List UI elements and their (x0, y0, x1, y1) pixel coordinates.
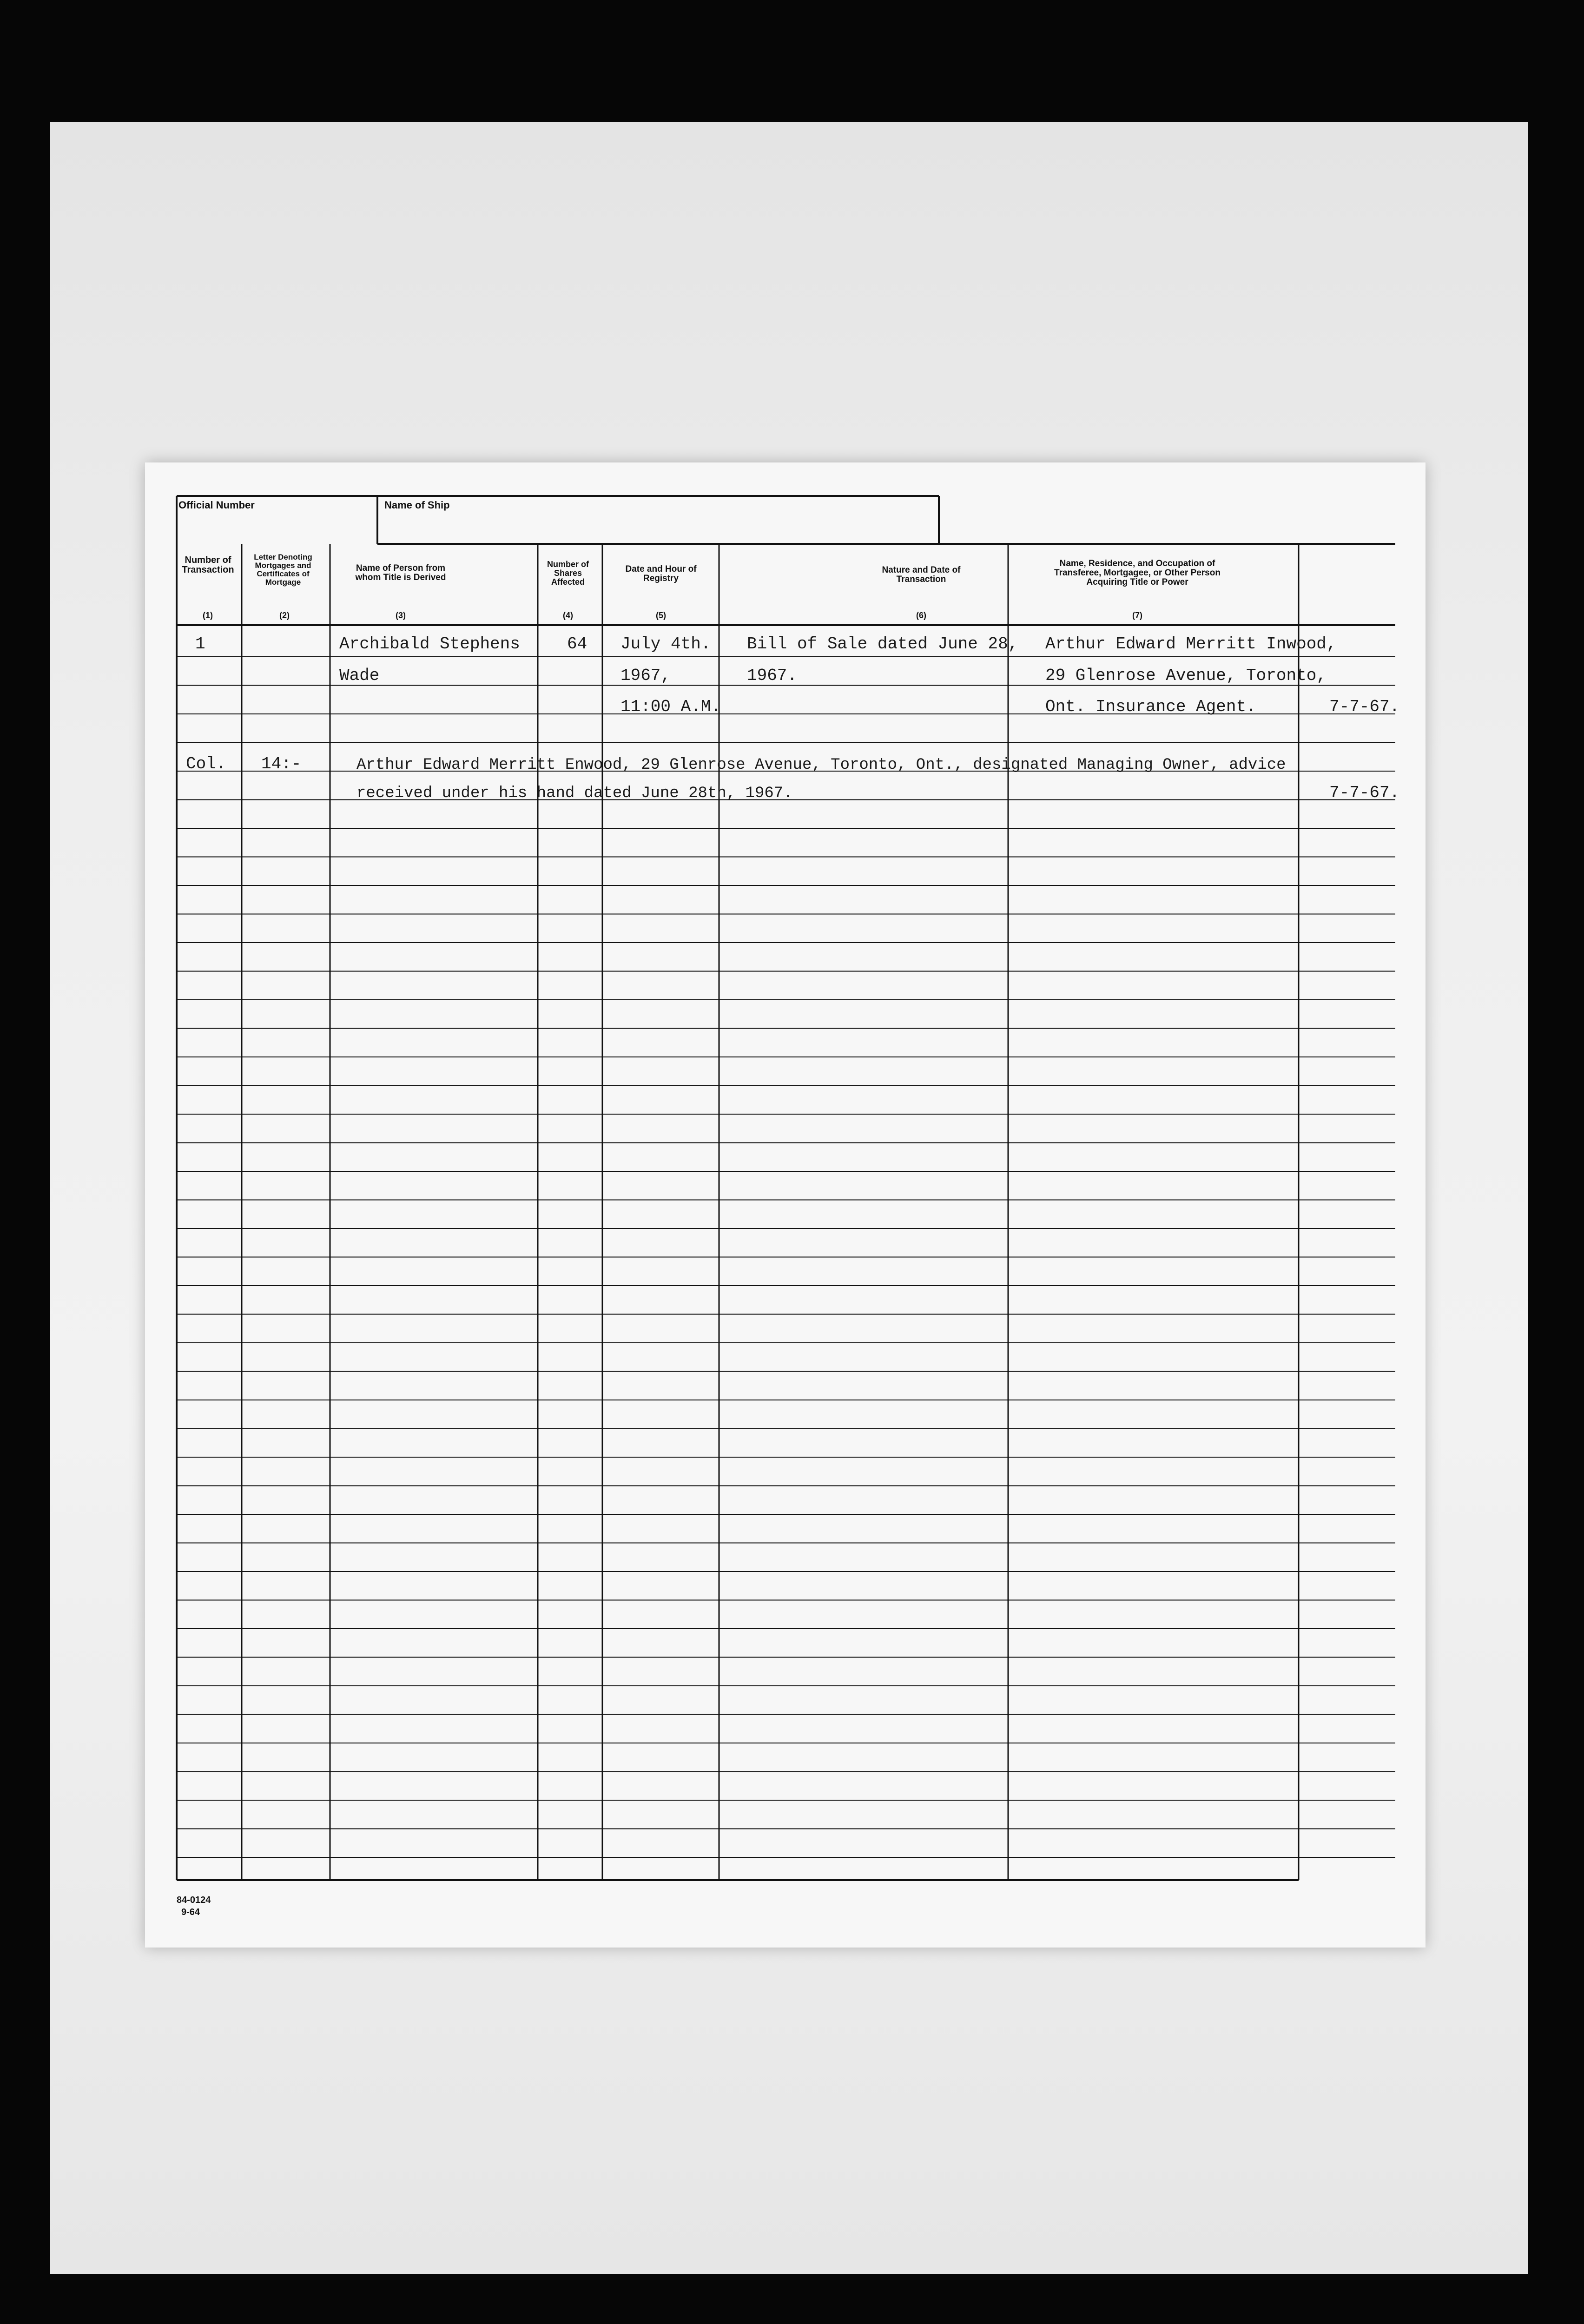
form-code: 84-0124 (177, 1895, 211, 1905)
registry-line3: 11:00 A.M. (620, 697, 721, 716)
column-number-4: (4) (563, 611, 573, 620)
nature-line2: 1967. (747, 666, 798, 685)
transferee-line3: Ont. Insurance Agent. (1045, 697, 1256, 716)
transaction-number: 1 (195, 634, 205, 654)
note-line1: Arthur Edward Merritt Enwood, 29 Glenrose Avenue, Toronto, Ont., designated Managing Owner, advice (356, 756, 1286, 774)
column-header-4: Number of Shares Affected (547, 560, 589, 587)
column-header-5: Date and Hour of Registry (625, 564, 697, 583)
column-number-2: (2) (279, 611, 290, 620)
column-number-7: (7) (1132, 611, 1142, 620)
official-number-label: Official Number (178, 499, 255, 511)
transferee-line2: 29 Glenrose Avenue, Toronto, (1045, 666, 1327, 685)
col-number: 14:- (261, 754, 302, 773)
form-grid (145, 462, 1426, 1948)
column-number-5: (5) (656, 611, 666, 620)
from-name-line1: Archibald Stephens (339, 634, 520, 654)
column-header-6: Nature and Date of Transaction (882, 565, 961, 584)
column-header-1: Number of Transaction (182, 555, 234, 575)
col-label: Col. (186, 754, 226, 773)
nature-line1: Bill of Sale dated June 28, (747, 634, 1018, 654)
registry-line2: 1967, (620, 666, 671, 685)
column-header-7: Name, Residence, and Occupation of Transferee, Mortgagee, or Other Person Acquiring Title or Power (1054, 559, 1221, 587)
note-line2: received under his hand dated June 28th, 1967. (356, 785, 793, 802)
from-name-line2: Wade (339, 666, 380, 685)
column-number-1: (1) (203, 611, 213, 620)
column-number-3: (3) (396, 611, 406, 620)
ship-register-form (145, 462, 1426, 1948)
column-header-2: Letter Denoting Mortgages and Certificates of Mortgage (254, 553, 312, 587)
transferee-line1: Arthur Edward Merritt Inwood, (1045, 634, 1337, 654)
shares-affected: 64 (567, 634, 587, 654)
form-date: 9-64 (181, 1907, 200, 1917)
entry-date-1: 7-7-67. (1329, 697, 1400, 716)
column-number-6: (6) (916, 611, 926, 620)
column-header-3: Name of Person from whom Title is Derived (355, 563, 446, 582)
registry-line1: July 4th. (620, 634, 711, 654)
entry-date-2: 7-7-67. (1329, 783, 1400, 802)
name-of-ship-label: Name of Ship (384, 499, 450, 511)
